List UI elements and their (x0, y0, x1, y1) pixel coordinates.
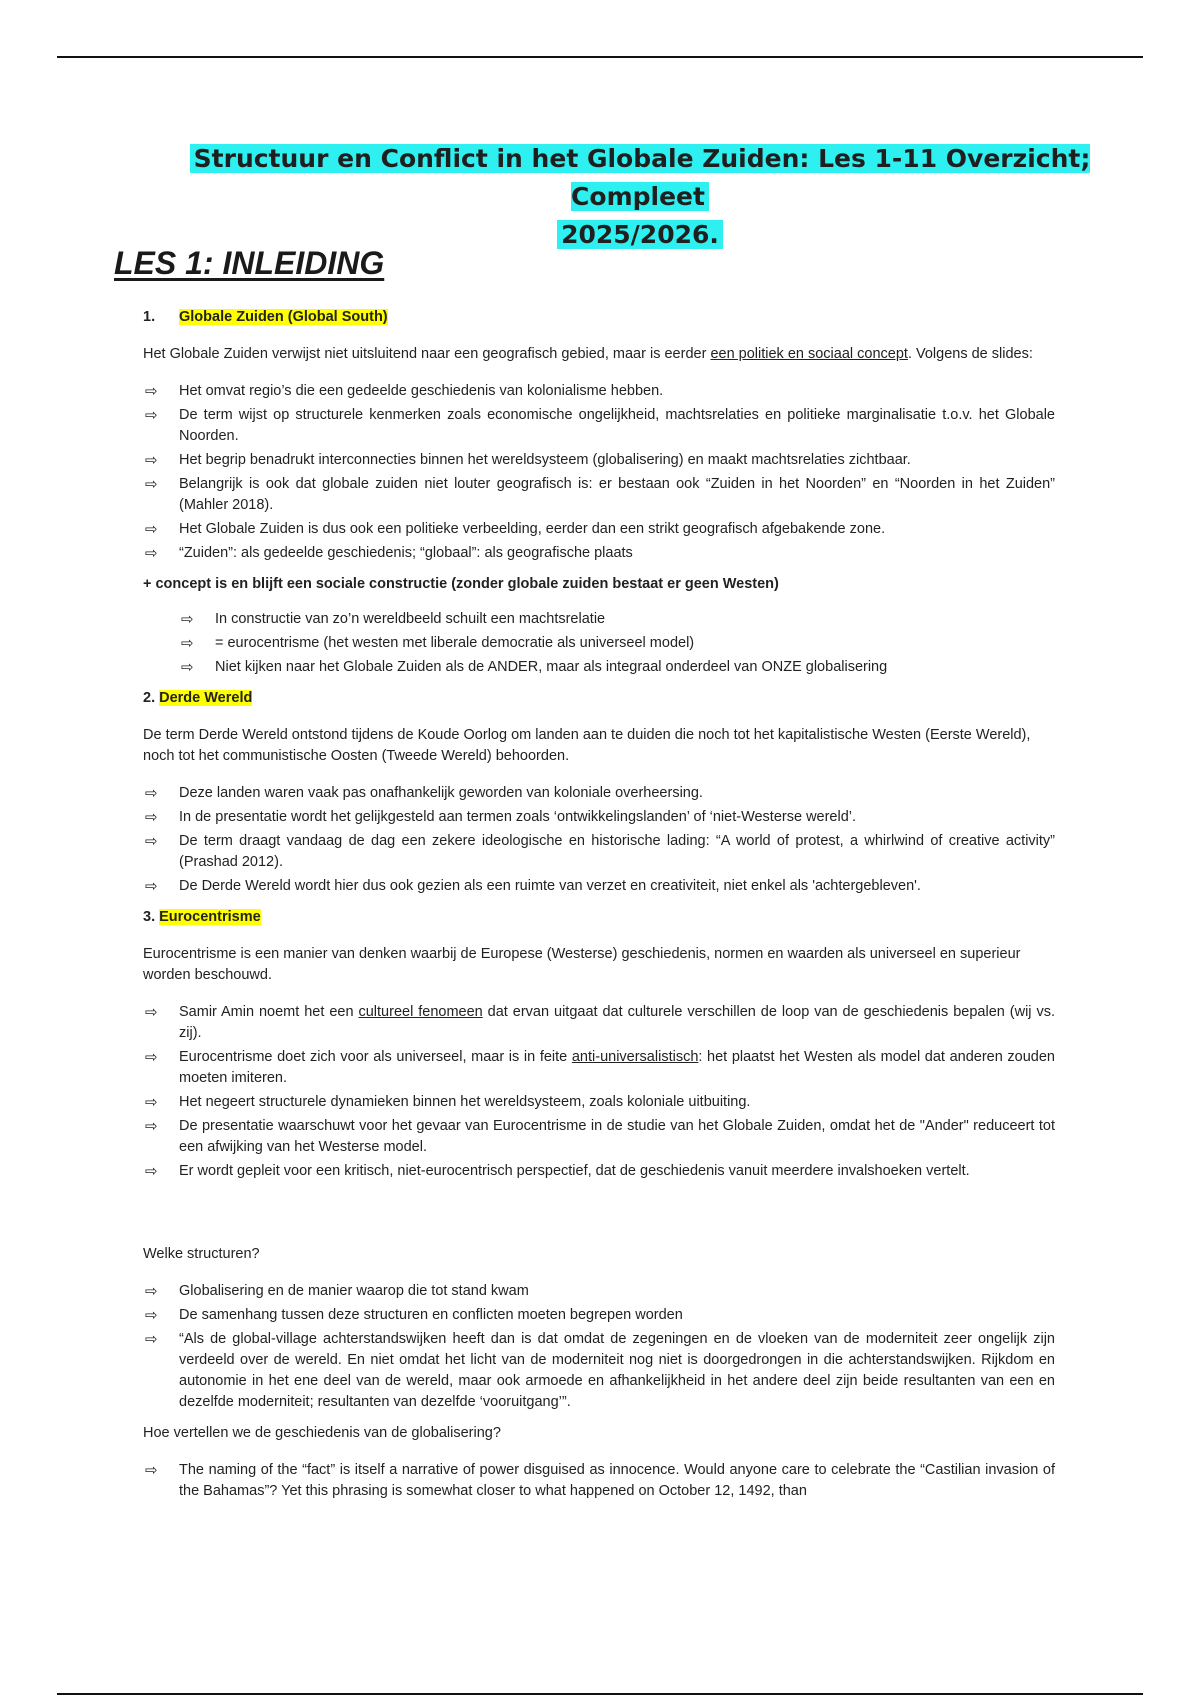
title-line-2: 2025/2026. (557, 220, 723, 249)
section-3-heading (143, 907, 1055, 928)
list-item: ⇨ De term wijst op structurele kenmerken zoals economische ongelijkheid, machtsrelaties en politieke marginalisatie t.o.v. het Globale Noorden. (145, 407, 1055, 444)
list-item: ⇨ Het Globale Zuiden is dus ook een politieke verbeelding, eerder dan een strikt geografisch afgebakende zone. (145, 521, 886, 538)
list-item: ⇨ Samir Amin noemt het een cultureel fenomeen dat ervan uitgaat dat culturele verschillen de loop van de geschiedenis bepalen (wij vs. zij). (145, 1004, 1055, 1041)
list-item: ⇨ Het begrip benadrukt interconnecties binnen het wereldsysteem (globalisering) en maakt machtsrelaties zichtbaar. (145, 452, 911, 469)
arrow-icon: ⇨ (145, 1094, 158, 1111)
structures-question: Welke structuren? (143, 1246, 260, 1262)
list-item: ⇨ Deze landen waren vaak pas onafhankelijk geworden van koloniale overheersing. (145, 785, 703, 802)
list-item: ⇨ De samenhang tussen deze structuren en conflicten moeten begrepen worden (145, 1307, 683, 1324)
arrow-icon: ⇨ (145, 545, 158, 562)
arrow-icon: ⇨ (145, 1462, 158, 1479)
section-1-sub-bullets (179, 609, 1055, 678)
arrow-icon: ⇨ (145, 833, 158, 850)
section-2-bullets (143, 783, 1055, 897)
arrow-icon: ⇨ (145, 1307, 158, 1324)
list-item: ⇨ The naming of the “fact” is itself a narrative of power disguised as innocence. Would anyone care to celebrate the “Castilian invasion of the Bahamas”? Yet this phrasing is somewhat closer to what happened on October 12, 1492, than (145, 1462, 1055, 1499)
arrow-icon: ⇨ (145, 383, 158, 400)
arrow-icon: ⇨ (145, 1118, 158, 1135)
list-item: ⇨ Er wordt gepleit voor een kritisch, niet-eurocentrisch perspectief, dat de geschiedenis vanuit meerdere invalshoeken vertelt. (145, 1163, 970, 1180)
section-3-intro: Eurocentrisme is een manier van denken waarbij de Europese (Westerse) geschiedenis, normen en waarden als universeel en superieur worden beschouwd. (143, 946, 1021, 983)
list-item: ⇨ Het negeert structurele dynamieken binnen het wereldsysteem, zoals koloniale uitbuiting. (145, 1094, 751, 1111)
history-question: Hoe vertellen we de geschiedenis van de globalisering? (143, 1425, 501, 1441)
arrow-icon: ⇨ (181, 659, 194, 676)
section-title: Eurocentrisme (159, 909, 261, 925)
section-number: 2. (143, 690, 156, 706)
section-number: 1. (143, 309, 156, 325)
list-item: ⇨ “Zuiden”: als gedeelde geschiedenis; “globaal”: als geografische plaats (145, 545, 633, 562)
section-3-bullets (143, 1002, 1055, 1182)
arrow-icon: ⇨ (145, 785, 158, 802)
section-2-heading (143, 688, 1055, 709)
section-number: 3. (143, 909, 156, 925)
section-title: Globale Zuiden (Global South) (179, 309, 388, 325)
section-1-intro: Het Globale Zuiden verwijst niet uitsluitend naar een geografisch gebied, maar is eerder een politiek en sociaal concept. Volgens de slides: (143, 346, 1033, 362)
list-item: ⇨ “Als de global-village achterstandswijken heeft dan is dat omdat de zegeningen en de vloeken van de moderniteit zeer ongelijk zijn verdeeld over de wereld. En niet omdat het licht van de moderniteit nog niet is doorgedrongen in die achterstandswijken. Rijkdom en autonomie in het ene deel van de wereld, maar ook armoede en afhankelijkheid in het andere deel zijn beide resultanten van een en dezelfde moderniteit; resultanten van dezelfde ‘vooruitgang’”. (145, 1331, 1055, 1410)
arrow-icon: ⇨ (145, 809, 158, 826)
list-item: ⇨ De presentatie waarschuwt voor het gevaar van Eurocentrisme in de studie van het Globale Zuiden, omdat het de "Ander" reduceert tot een afwijking van het Westerse model. (145, 1118, 1055, 1155)
section-2-intro: De term Derde Wereld ontstond tijdens de Koude Oorlog om landen aan te duiden die noch tot het kapitalistische Westen (Eerste Wereld), noch tot het communistische Oosten (Tweede Wereld) behoorden. (143, 727, 1031, 764)
arrow-icon: ⇨ (145, 476, 158, 493)
arrow-icon: ⇨ (181, 611, 194, 628)
bottom-rule (57, 1693, 1143, 1695)
arrow-icon: ⇨ (145, 407, 158, 424)
title-line-1: Structuur en Conflict in het Globale Zuiden: Les 1-11 Overzicht; Compleet (190, 144, 1091, 211)
concept-note: + concept is en blijft een sociale constructie (zonder globale zuiden bestaat er geen Westen) (143, 576, 779, 592)
arrow-icon: ⇨ (145, 1283, 158, 1300)
arrow-icon: ⇨ (145, 878, 158, 895)
document-title (150, 140, 1130, 254)
list-item: ⇨ In constructie van zo’n wereldbeeld schuilt een machtsrelatie (181, 611, 606, 628)
list-item: ⇨ De Derde Wereld wordt hier dus ook gezien als een ruimte van verzet en creativiteit, niet enkel als 'achtergebleven'. (145, 878, 921, 895)
structures-bullets (143, 1281, 1055, 1413)
arrow-icon: ⇨ (145, 1331, 158, 1348)
section-1-heading (143, 307, 1055, 328)
arrow-icon: ⇨ (181, 635, 194, 652)
history-bullets (143, 1460, 1055, 1502)
list-item: ⇨ Niet kijken naar het Globale Zuiden als de ANDER, maar als integraal onderdeel van ONZE globalisering (181, 659, 888, 676)
list-item: ⇨ Eurocentrisme doet zich voor als universeel, maar is in feite anti-universalistisch: het plaatst het Westen als model dat anderen zouden moeten imiteren. (145, 1049, 1055, 1086)
section-1-bullets (143, 381, 1055, 564)
list-item: ⇨ Globalisering en de manier waarop die tot stand kwam (145, 1283, 529, 1300)
lesson-heading: LES 1: INLEIDING (114, 245, 385, 281)
list-item: ⇨ De term draagt vandaag de dag een zekere ideologische en historische lading: “A world of protest, a whirlwind of creative activity” (Prashad 2012). (145, 833, 1055, 870)
top-rule (57, 56, 1143, 58)
list-item: ⇨ = eurocentrisme (het westen met liberale democratie als universeel model) (181, 635, 695, 652)
document-body (143, 300, 1055, 1512)
arrow-icon: ⇨ (145, 1163, 158, 1180)
arrow-icon: ⇨ (145, 1049, 158, 1066)
list-item: ⇨ Belangrijk is ook dat globale zuiden niet louter geografisch is: er bestaan ook “Zuiden in het Noorden” en “Noorden in het Zuiden” (Mahler 2018). (145, 476, 1055, 513)
section-title: Derde Wereld (159, 690, 253, 706)
list-item: ⇨ Het omvat regio’s die een gedeelde geschiedenis van kolonialisme hebben. (145, 383, 664, 400)
arrow-icon: ⇨ (145, 1004, 158, 1021)
arrow-icon: ⇨ (145, 452, 158, 469)
arrow-icon: ⇨ (145, 521, 158, 538)
list-item: ⇨ In de presentatie wordt het gelijkgesteld aan termen zoals ‘ontwikkelingslanden’ of ‘niet-Westerse wereld’. (145, 809, 857, 826)
